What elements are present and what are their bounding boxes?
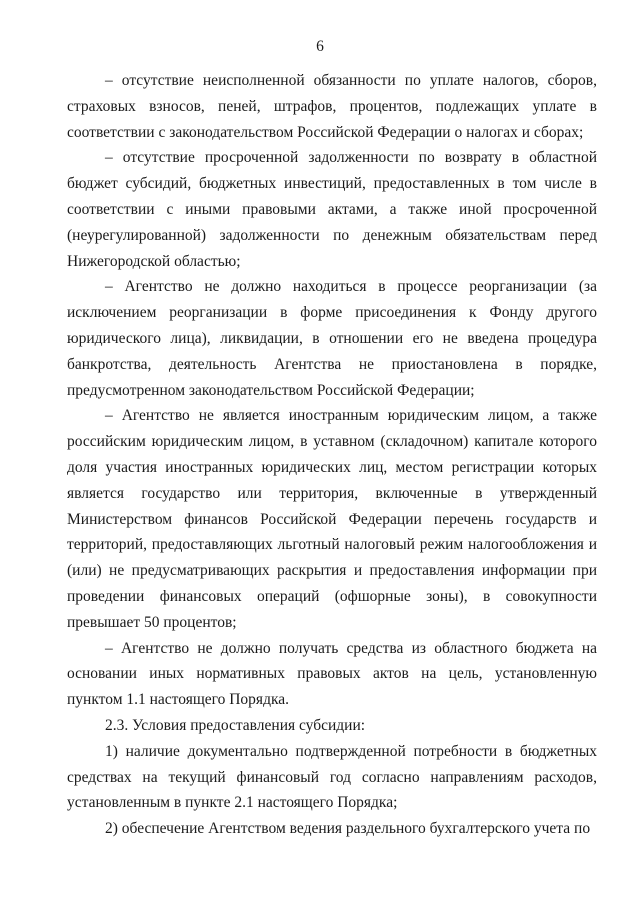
paragraph-no-reorganization: – Агентство не должно находиться в процессе реорганизации (за исключением реорганизации в форме присоединения к Фонду другого юридического лица), ликвидации, в отношении его не введена процедура банкротства, деятельность Агентства не приостановлена в порядке, предусмотренном законодательством Российской Федерации; bbox=[67, 278, 597, 399]
paragraph-not-foreign-entity: – Агентство не является иностранным юридическим лицом, а также российским юридическим лицом, в уставном (складочном) капитале которого доля участия иностранных юридических лиц, местом регистрации которых является государство или территория, включенные в утвержденный Министерством финансов Российской Федерации перечень государств и территорий, предоставляющих льготный налоговый режим налогообложения и (или) не предусматривающих раскрытия и предоставления информации при проведении финансовых операций (офшорные зоны), в совокупности превышает 50 процентов; bbox=[67, 407, 597, 631]
condition-item-2: 2) обеспечение Агентством ведения раздельного бухгалтерского учета по bbox=[105, 820, 591, 838]
document-body bbox=[67, 68, 597, 842]
paragraph-no-tax-debt: – отсутствие неисполненной обязанности по уплате налогов, сборов, страховых взносов, пеней, штрафов, процентов, подлежащих уплате в соответствии с законодательством Российской Федерации о налогах и сборах; bbox=[67, 72, 597, 141]
paragraph-no-other-funds: – Агентство не должно получать средства из областного бюджета на основании иных нормативных правовых актов на цель, установленную пунктом 1.1 настоящего Порядка. bbox=[67, 639, 597, 709]
section-heading-2-3: 2.3. Условия предоставления субсидии: bbox=[105, 716, 366, 734]
condition-item-1: 1) наличие документально подтвержденной потребности в бюджетных средствах на текущий финансовый год согласно направлениям расходов, установленным в пункте 2.1 настоящего Порядка; bbox=[67, 742, 597, 812]
paragraph-no-overdue-debt: – отсутствие просроченной задолженности по возврату в областной бюджет субсидий, бюджетных инвестиций, предоставленных в том числе в соответствии с иными правовыми актами, а также иной просроченной (неурегулированной) задолженности по денежным обязательствам перед Нижегородской областью; bbox=[67, 149, 597, 270]
page-number: 6 bbox=[316, 38, 324, 55]
